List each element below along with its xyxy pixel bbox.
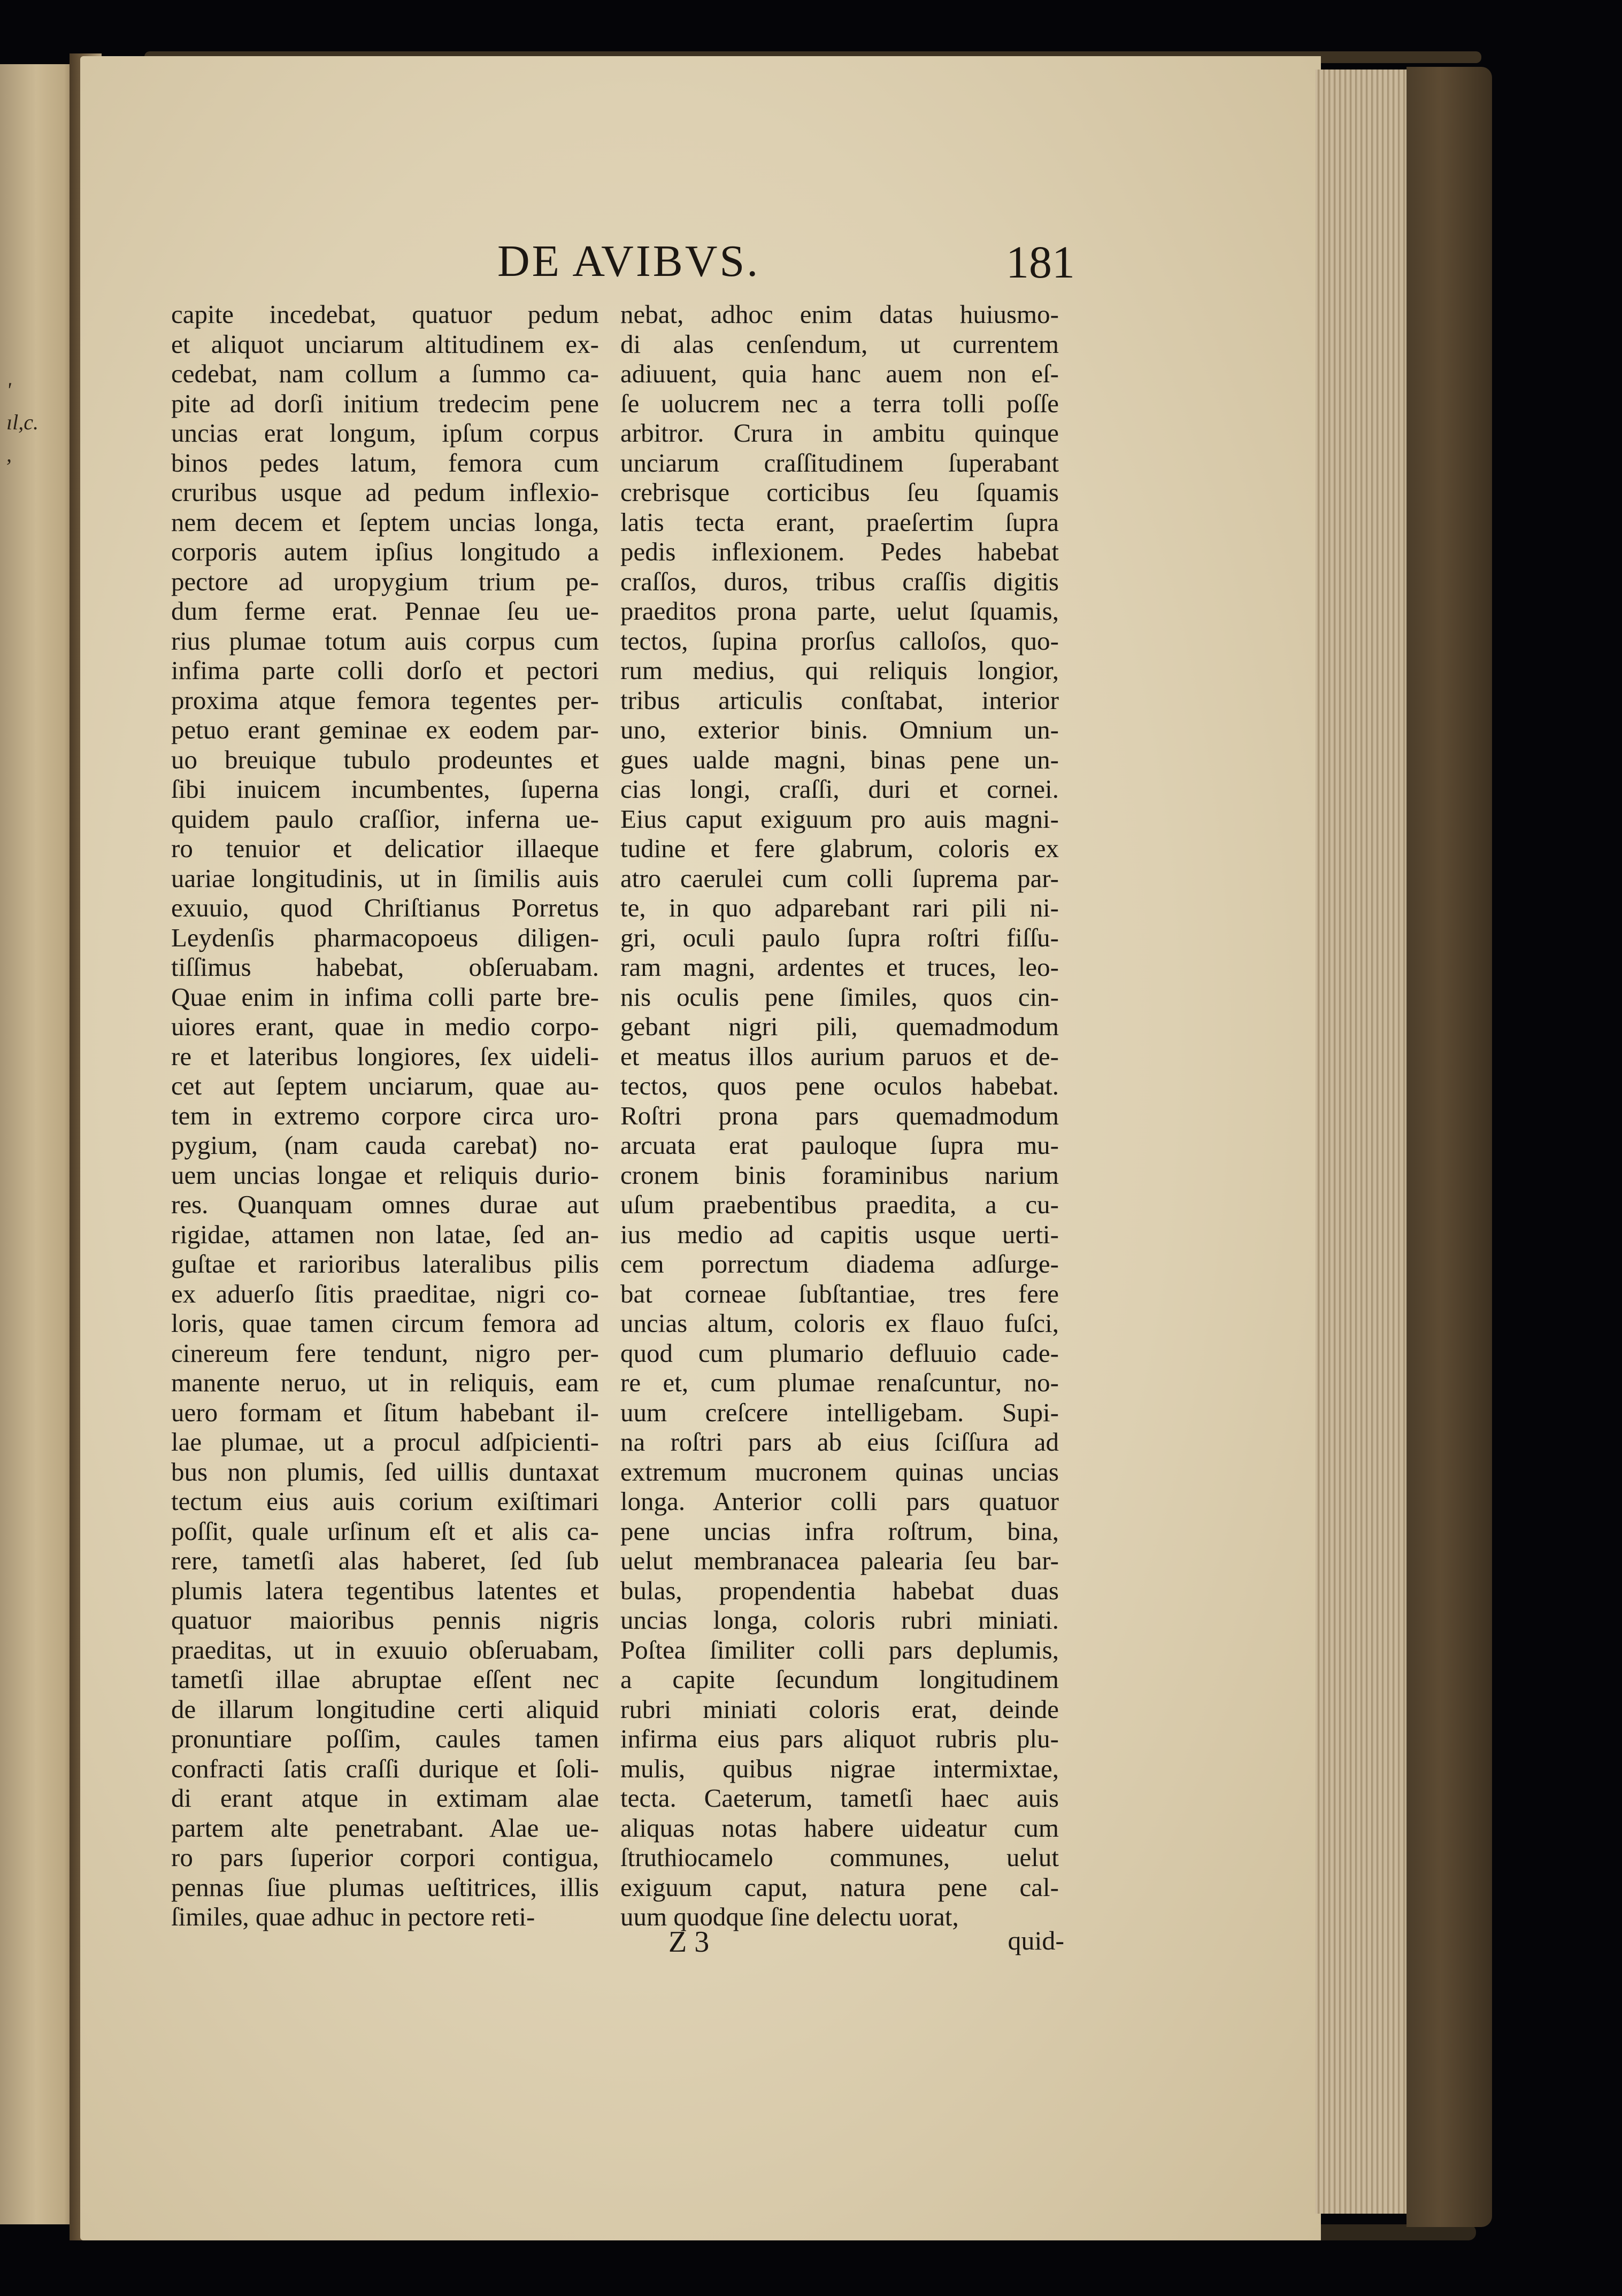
text-line: arcuata erat pauloque ſupra mu-	[620, 1130, 1059, 1160]
text-line: tametſi illae abruptae eſſent nec	[171, 1665, 599, 1694]
text-line: rius plumae totum auis corpus cum	[171, 626, 599, 656]
text-line: Quae enim in infima colli parte bre-	[171, 982, 599, 1012]
text-line: a capite ſecundum longitudinem	[620, 1665, 1059, 1694]
text-line: unciarum craſſitudinem ſuperabant	[620, 448, 1059, 477]
text-line: infirma eius pars aliquot rubris plu-	[620, 1724, 1059, 1753]
text-line: pedis inflexionem. Pedes habebat	[620, 537, 1059, 566]
text-line: confracti ſatis craſſi durique et ſoli-	[171, 1753, 599, 1783]
text-line: mulis, quibus nigrae intermixtae,	[620, 1753, 1059, 1783]
text-line: uſum praebentibus praedita, a cu-	[620, 1190, 1059, 1219]
facing-page-mark: '	[6, 378, 11, 402]
text-line: tribus articulis conſtabat, interior	[620, 685, 1059, 715]
text-line: binos pedes latum, femora cum	[171, 448, 599, 477]
text-line: rubri miniati coloris erat, deinde	[620, 1694, 1059, 1724]
text-line: pronuntiare poſſim, caules tamen	[171, 1724, 599, 1753]
text-line: cias longi, craſſi, duri et cornei.	[620, 774, 1059, 804]
text-line: tectum eius auis corium exiſtimari	[171, 1486, 599, 1516]
text-line: pite ad dorſi initium tredecim pene	[171, 388, 599, 418]
text-line: gri, oculi paulo ſupra roſtri fiſſu-	[620, 922, 1059, 952]
text-line: arbitror. Crura in ambitu quinque	[620, 418, 1059, 448]
text-column-right	[620, 299, 1059, 1932]
text-line: uum quodque ſine delectu uorat,	[620, 1902, 959, 1931]
text-line: bat corneae ſubſtantiae, tres fere	[620, 1278, 1059, 1308]
text-line: re et, cum plumae renaſcuntur, no-	[620, 1368, 1059, 1397]
text-line: pectore ad uropygium trium pe-	[171, 566, 599, 596]
text-line: quidem paulo craſſior, inferna ue-	[171, 804, 599, 834]
text-line: petuo erant geminae ex eodem par-	[171, 715, 599, 744]
text-line: pene uncias infra roſtrum, bina,	[620, 1516, 1059, 1546]
text-line: ſe uolucrem nec a terra tolli poſſe	[620, 388, 1059, 418]
text-line: praeditas, ut in exuuio obſeruabam,	[171, 1635, 599, 1665]
text-line: uem uncias longae et reliquis durio-	[171, 1160, 599, 1190]
text-line: uo breuique tubulo prodeuntes et	[171, 744, 599, 774]
text-line: corporis autem ipſius longitudo a	[171, 537, 599, 566]
text-line: ram magni, ardentes et truces, leo-	[620, 952, 1059, 982]
facing-page-marks	[6, 374, 71, 471]
text-line: guſtae et rarioribus lateralibus pilis	[171, 1249, 599, 1278]
text-line: uncias altum, coloris ex flauo fuſci,	[620, 1308, 1059, 1338]
text-line: uiores erant, quae in medio corpo-	[171, 1012, 599, 1041]
text-line: uariae longitudinis, ut in ſimilis auis	[171, 863, 599, 893]
text-line: de illarum longitudine certi aliquid	[171, 1694, 599, 1724]
text-line: et meatus illos aurium paruos et de-	[620, 1041, 1059, 1071]
text-line: cem porrectum diadema adſurge-	[620, 1249, 1059, 1278]
text-column-left	[171, 299, 599, 1932]
text-line: rum medius, qui reliquis longior,	[620, 656, 1059, 685]
text-line: ſibi inuicem incumbentes, ſuperna	[171, 774, 599, 804]
text-line: proxima atque femora tegentes per-	[171, 685, 599, 715]
text-line: ex aduerſo ſitis praeditae, nigri co-	[171, 1278, 599, 1308]
text-line: loris, quae tamen circum femora ad	[171, 1308, 599, 1338]
text-line: pygium, (nam cauda carebat) no-	[171, 1130, 599, 1160]
text-line: cronem binis foraminibus narium	[620, 1160, 1059, 1190]
text-line: ſimiles, quae adhuc in pectore reti-	[171, 1902, 535, 1931]
page-block-edges	[1316, 70, 1412, 2214]
text-line: gebant nigri pili, quemadmodum	[620, 1012, 1059, 1041]
text-line: exiguum caput, natura pene cal-	[620, 1872, 1059, 1902]
running-head-title: DE AVIBVS.	[497, 236, 760, 286]
text-line: ius medio ad capitis usque uerti-	[620, 1219, 1059, 1249]
text-line: adiuuent, quia hanc auem non eſ-	[620, 359, 1059, 388]
text-line: aliquas notas habere uideatur cum	[620, 1813, 1059, 1843]
text-line: cedebat, nam collum a ſummo ca-	[171, 359, 599, 388]
text-line: tem in extremo corpore circa uro-	[171, 1100, 599, 1130]
text-line: ro pars ſuperior corpori contigua,	[171, 1843, 599, 1872]
text-line: uncias longa, coloris rubri miniati.	[620, 1605, 1059, 1635]
text-line: nem decem et ſeptem uncias longa,	[171, 507, 599, 537]
facing-page-mark: ,	[6, 442, 12, 466]
text-line: plumis latera tegentibus latentes et	[171, 1575, 599, 1605]
text-line: cet aut ſeptem unciarum, quae au-	[171, 1071, 599, 1100]
text-line: infima parte colli dorſo et pectori	[171, 656, 599, 685]
text-line: Eius caput exiguum pro auis magni-	[620, 804, 1059, 834]
text-line: tudine et fere glabrum, coloris ex	[620, 834, 1059, 863]
text-line: partem alte penetrabant. Alae ue-	[171, 1813, 599, 1843]
text-line: bus non plumis, ſed uillis duntaxat	[171, 1457, 599, 1486]
text-line: extremum mucronem quinas uncias	[620, 1457, 1059, 1486]
text-line: et aliquot unciarum altitudinem ex-	[171, 329, 599, 359]
text-line: di alas cenſendum, ut currentem	[620, 329, 1059, 359]
text-line: di erant atque in extimam alae	[171, 1783, 599, 1813]
text-line: longa. Anterior colli pars quatuor	[620, 1486, 1059, 1516]
text-line: cinereum fere tendunt, nigro per-	[171, 1338, 599, 1368]
facing-page-mark: ıl,c.	[6, 410, 39, 434]
text-line: quod cum plumario defluuio cade-	[620, 1338, 1059, 1368]
signature-mark: Z 3	[668, 1925, 710, 1959]
text-line: exuuio, quod Chriſtianus Porretus	[171, 893, 599, 922]
text-line: res. Quanquam omnes durae aut	[171, 1190, 599, 1219]
text-line: tectos, quos pene oculos habebat.	[620, 1071, 1059, 1100]
text-line: ro tenuior et delicatior illaeque	[171, 834, 599, 863]
text-line: re et lateribus longiores, ſex uideli-	[171, 1041, 599, 1071]
text-line: Roſtri prona pars quemadmodum	[620, 1100, 1059, 1130]
text-line: uum creſcere intelligebam. Supi-	[620, 1397, 1059, 1427]
text-line: tectos, ſupina prorſus calloſos, quo-	[620, 626, 1059, 656]
text-line: uno, exterior binis. Omnium un-	[620, 715, 1059, 744]
text-line: gues ualde magni, binas pene un-	[620, 744, 1059, 774]
book-cover-edge	[1406, 67, 1492, 2227]
text-line: pennas ſiue plumas ueſtitrices, illis	[171, 1872, 599, 1902]
text-line: Leydenſis pharmacopoeus diligen-	[171, 922, 599, 952]
text-line: Poſtea ſimiliter colli pars deplumis,	[620, 1635, 1059, 1665]
text-line: atro caerulei cum colli ſuprema par-	[620, 863, 1059, 893]
text-line: te, in quo adparebant rari pili ni-	[620, 893, 1059, 922]
catchword: quid-	[1008, 1925, 1064, 1955]
text-line: uelut membranacea palearia ſeu bar-	[620, 1546, 1059, 1575]
text-line: capite incedebat, quatuor pedum	[171, 299, 599, 329]
text-line: nebat, adhoc enim datas huiusmo-	[620, 299, 1059, 329]
text-line: uncias erat longum, ipſum corpus	[171, 418, 599, 448]
text-line: quatuor maioribus pennis nigris	[171, 1605, 599, 1635]
text-line: crebrisque corticibus ſeu ſquamis	[620, 477, 1059, 507]
text-line: tecta. Caeterum, tametſi haec auis	[620, 1783, 1059, 1813]
text-line: tiſſimus habebat, obſeruabam.	[171, 952, 599, 982]
text-line: poſſit, quale urſinum eſt et alis ca-	[171, 1516, 599, 1546]
text-line: manente neruo, ut in reliquis, eam	[171, 1368, 599, 1397]
text-line: craſſos, duros, tribus craſſis digitis	[620, 566, 1059, 596]
text-line: na roſtri pars ab eius ſciſſura ad	[620, 1427, 1059, 1457]
text-line: cruribus usque ad pedum inflexio-	[171, 477, 599, 507]
text-line: dum ferme erat. Pennae ſeu ue-	[171, 596, 599, 626]
text-line: lae plumae, ut a procul adſpicienti-	[171, 1427, 599, 1457]
text-line: bulas, propendentia habebat duas	[620, 1575, 1059, 1605]
text-line: latis tecta erant, praeſertim ſupra	[620, 507, 1059, 537]
text-line: praeditos prona parte, uelut ſquamis,	[620, 596, 1059, 626]
page-number: 181	[1006, 236, 1075, 288]
text-line: rere, tametſi alas haberet, ſed ſub	[171, 1546, 599, 1575]
facing-page-edge	[0, 64, 80, 2224]
text-line: nis oculis pene ſimiles, quos cin-	[620, 982, 1059, 1012]
text-line: rigidae, attamen non latae, ſed an-	[171, 1219, 599, 1249]
text-line: ſtruthiocamelo communes, uelut	[620, 1843, 1059, 1872]
text-line: uero formam et ſitum habebant il-	[171, 1397, 599, 1427]
